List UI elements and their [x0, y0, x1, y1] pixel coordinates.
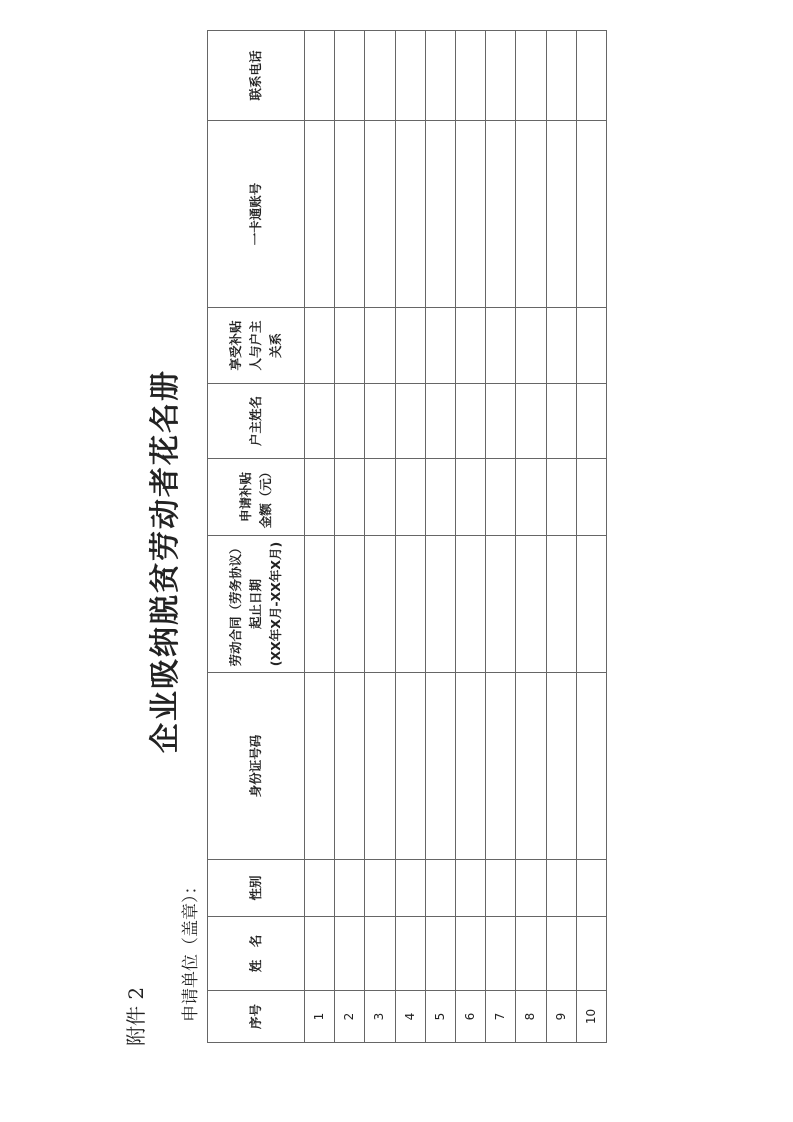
- blank-cell[interactable]: [516, 459, 546, 536]
- blank-cell[interactable]: [365, 536, 395, 673]
- page-title: 企业吸纳脱贫劳动者花名册: [148, 369, 183, 753]
- blank-cell[interactable]: [486, 917, 516, 991]
- table-row: [455, 31, 485, 1043]
- blank-cell[interactable]: [335, 459, 365, 536]
- blank-cell[interactable]: [365, 384, 395, 459]
- blank-cell[interactable]: [516, 673, 546, 860]
- blank-cell[interactable]: [335, 673, 365, 860]
- header-row: [208, 31, 305, 1043]
- roster-table: [207, 30, 607, 1043]
- blank-cell[interactable]: [486, 121, 516, 308]
- blank-cell[interactable]: [425, 536, 455, 673]
- col-contract-dates: [208, 536, 305, 673]
- blank-cell[interactable]: [455, 121, 485, 308]
- blank-cell[interactable]: [365, 308, 395, 384]
- blank-cell[interactable]: [455, 459, 485, 536]
- blank-cell[interactable]: [546, 459, 576, 536]
- blank-cell[interactable]: [425, 384, 455, 459]
- col-phone: 联系电话: [208, 31, 305, 121]
- blank-cell[interactable]: [335, 917, 365, 991]
- blank-cell[interactable]: [335, 384, 365, 459]
- table-row: [335, 31, 365, 1043]
- blank-cell[interactable]: [395, 308, 425, 384]
- blank-cell[interactable]: [305, 917, 335, 991]
- blank-cell[interactable]: [335, 121, 365, 308]
- blank-cell[interactable]: [576, 917, 606, 991]
- blank-cell[interactable]: [305, 860, 335, 917]
- col-name: 姓 名: [208, 917, 305, 991]
- blank-cell[interactable]: [576, 121, 606, 308]
- col-relation: [208, 308, 305, 384]
- blank-cell[interactable]: [395, 121, 425, 308]
- blank-cell[interactable]: [305, 384, 335, 459]
- col-relation-line1: 享受补贴: [228, 320, 243, 371]
- blank-cell[interactable]: [425, 917, 455, 991]
- blank-cell[interactable]: [516, 31, 546, 121]
- blank-cell[interactable]: [335, 308, 365, 384]
- blank-cell[interactable]: [455, 917, 485, 991]
- blank-cell[interactable]: [425, 860, 455, 917]
- blank-cell[interactable]: [546, 308, 576, 384]
- blank-cell[interactable]: [486, 31, 516, 121]
- table-row: [425, 31, 455, 1043]
- blank-cell[interactable]: [305, 308, 335, 384]
- row-seq-cell: 6: [455, 991, 485, 1043]
- table-row: [486, 31, 516, 1043]
- blank-cell[interactable]: [425, 121, 455, 308]
- col-id-number: 身份证号码: [208, 673, 305, 860]
- blank-cell[interactable]: [516, 860, 546, 917]
- blank-cell[interactable]: [576, 673, 606, 860]
- blank-cell[interactable]: [576, 459, 606, 536]
- col-subsidy-line1: 申请补贴: [238, 472, 253, 523]
- blank-cell[interactable]: [576, 384, 606, 459]
- table-row: [395, 31, 425, 1043]
- attachment-label: 附件 2: [124, 986, 148, 1046]
- blank-cell[interactable]: [486, 536, 516, 673]
- blank-cell[interactable]: [576, 308, 606, 384]
- row-seq-cell: 7: [486, 991, 516, 1043]
- blank-cell[interactable]: [546, 31, 576, 121]
- blank-cell[interactable]: [395, 536, 425, 673]
- blank-cell[interactable]: [576, 860, 606, 917]
- blank-cell[interactable]: [486, 308, 516, 384]
- blank-cell[interactable]: [305, 673, 335, 860]
- blank-cell[interactable]: [546, 917, 576, 991]
- blank-cell[interactable]: [576, 31, 606, 121]
- blank-cell[interactable]: [395, 459, 425, 536]
- blank-cell[interactable]: [455, 673, 485, 860]
- blank-cell[interactable]: [395, 31, 425, 121]
- blank-cell[interactable]: [305, 459, 335, 536]
- table-row: [305, 31, 335, 1043]
- blank-cell[interactable]: [365, 917, 395, 991]
- blank-cell[interactable]: [305, 121, 335, 308]
- row-seq-cell: 2: [335, 991, 365, 1043]
- blank-cell[interactable]: [395, 673, 425, 860]
- blank-cell[interactable]: [305, 31, 335, 121]
- col-relation-line3: 关系: [268, 333, 283, 359]
- blank-cell[interactable]: [395, 860, 425, 917]
- blank-cell[interactable]: [516, 536, 546, 673]
- blank-cell[interactable]: [546, 384, 576, 459]
- col-contract-line3: (XX年X月-XX年X月): [268, 541, 283, 667]
- blank-cell[interactable]: [576, 536, 606, 673]
- col-gender: 性别: [208, 860, 305, 917]
- blank-cell[interactable]: [425, 31, 455, 121]
- col-card-account: 一卡通账号: [208, 121, 305, 308]
- blank-cell[interactable]: [546, 673, 576, 860]
- blank-cell[interactable]: [365, 459, 395, 536]
- col-household-head: 户主姓名: [208, 384, 305, 459]
- table-row: [516, 31, 546, 1043]
- blank-cell[interactable]: [395, 384, 425, 459]
- row-seq-cell: 8: [516, 991, 546, 1043]
- col-subsidy-amount: [208, 459, 305, 536]
- row-seq-cell: 10: [576, 991, 606, 1043]
- blank-cell[interactable]: [516, 384, 546, 459]
- blank-cell[interactable]: [365, 673, 395, 860]
- row-seq-cell: 4: [395, 991, 425, 1043]
- blank-cell[interactable]: [425, 308, 455, 384]
- blank-cell[interactable]: [546, 860, 576, 917]
- blank-cell[interactable]: [365, 31, 395, 121]
- col-contract-line2: 起止日期: [248, 579, 263, 630]
- blank-cell[interactable]: [455, 384, 485, 459]
- blank-cell[interactable]: [365, 121, 395, 308]
- row-seq-cell: 1: [305, 991, 335, 1043]
- blank-cell[interactable]: [395, 917, 425, 991]
- blank-cell[interactable]: [425, 673, 455, 860]
- blank-cell[interactable]: [516, 308, 546, 384]
- col-subsidy-line2: 金额（元）: [258, 465, 273, 529]
- blank-cell[interactable]: [305, 536, 335, 673]
- blank-cell[interactable]: [335, 31, 365, 121]
- col-seq: 序号: [208, 991, 305, 1043]
- applicant-label: 申请单位（盖章）：: [181, 877, 201, 1022]
- blank-cell[interactable]: [335, 536, 365, 673]
- blank-cell[interactable]: [365, 860, 395, 917]
- row-seq-cell: 9: [546, 991, 576, 1043]
- blank-cell[interactable]: [455, 860, 485, 917]
- row-seq-cell: 3: [365, 991, 395, 1043]
- blank-cell[interactable]: [425, 459, 455, 536]
- blank-cell[interactable]: [486, 673, 516, 860]
- col-contract-line1: 劳动合同（劳务协议）: [228, 541, 243, 667]
- blank-cell[interactable]: [516, 121, 546, 308]
- table-row: [546, 31, 576, 1043]
- table-row: [576, 31, 606, 1043]
- blank-cell[interactable]: [516, 917, 546, 991]
- blank-cell[interactable]: [455, 31, 485, 121]
- roster-body: [305, 31, 607, 1043]
- blank-cell[interactable]: [455, 308, 485, 384]
- blank-cell[interactable]: [486, 459, 516, 536]
- blank-cell[interactable]: [546, 536, 576, 673]
- blank-cell[interactable]: [455, 536, 485, 673]
- blank-cell[interactable]: [486, 384, 516, 459]
- blank-cell[interactable]: [335, 860, 365, 917]
- row-seq-cell: 5: [425, 991, 455, 1043]
- table-row: [365, 31, 395, 1043]
- col-relation-line2: 人与户主: [248, 320, 263, 371]
- blank-cell[interactable]: [546, 121, 576, 308]
- blank-cell[interactable]: [486, 860, 516, 917]
